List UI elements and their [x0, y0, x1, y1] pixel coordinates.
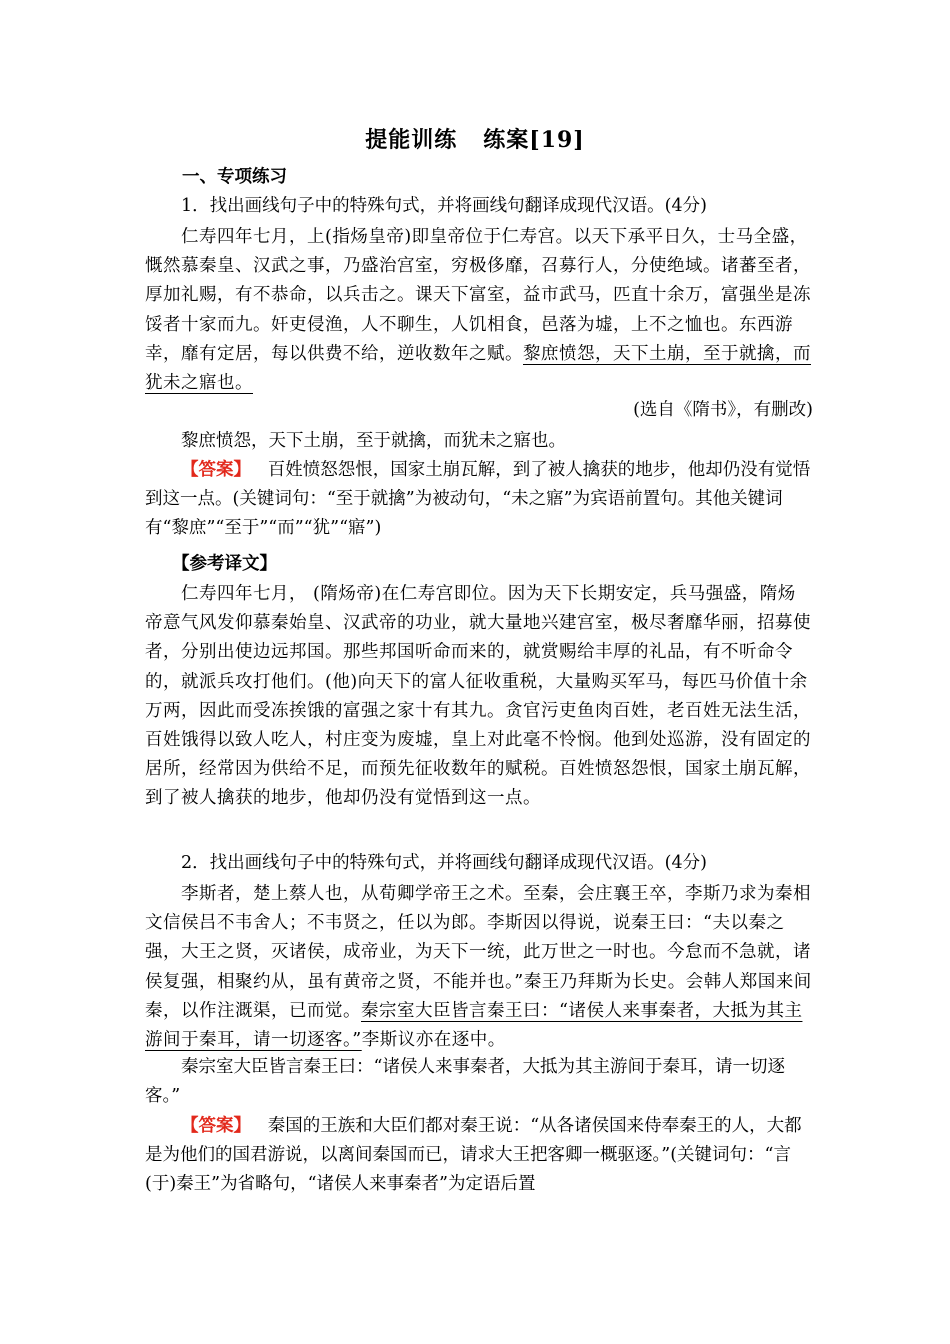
answer-label: 【答案】	[181, 460, 251, 480]
answer-label: 【答案】	[181, 1116, 251, 1136]
q1-source: (选自《隋书》，有删改)	[633, 400, 813, 420]
q2-answer	[145, 1112, 813, 1200]
q2-underlined-sentence: 秦宗室大臣皆言秦王曰：“诸侯人来事秦者，大抵为其主游间于秦耳，请一切逐客。”	[145, 1000, 803, 1051]
q1-passage-text: 仁寿四年七月，上(指炀皇帝)即皇帝位于仁寿宫。以天下承平日久，士马全盛，慨然慕秦皇、汉武之事，乃盛治宫室，穷极侈靡，召募行人，分使绝域。诸蕃至者，厚加礼赐，有不恭命，以兵击之。课天下富室，益市武马，匹直十余万，富强坐是冻馁者十家而九。奸吏侵渔，人不聊生，人饥相食，邑落为墟，上不之恤也。东西游幸，靡有定居，每以供费不给，逆收数年之赋。	[145, 227, 811, 364]
q1-passage	[145, 223, 813, 398]
q2-sentence: 秦宗室大臣皆言秦王曰：“诸侯人来事秦者，大抵为其主游间于秦耳，请一切逐客。”	[145, 1057, 785, 1107]
q1-prompt: 1．找出画线句子中的特殊句式，并将画线句翻译成现代汉语。(4分)	[181, 196, 707, 216]
section-heading: 一、专项练习	[182, 167, 287, 187]
q1-ref-text: 仁寿四年七月， (隋炀帝)在仁寿宫即位。因为天下长期安定，兵马强盛，隋炀帝意气风发仰慕秦始皇、汉武帝的功业，就大量地兴建宫室，极尽奢靡华丽，招募使者，分别出使边远邦国。那些邦国听命而来的，就赏赐给丰厚的礼品，有不听命令的，就派兵攻打他们。(他)向天下的富人征收重税，大量购买军马，每匹马价值十余万两，因此而受冻挨饿的富强之家十有其九。贪官污吏鱼肉百姓，老百姓无法生活，百姓饿得以致人吃人，村庄变为废墟，皇上对此毫不怜悯。他到处巡游，没有固定的居所，经常因为供给不足，而预先征收数年的赋税。百姓愤怒怨恨，国家土崩瓦解，到了被人擒获的地步，他却仍没有觉悟到这一点。	[145, 584, 811, 809]
q1-answer	[145, 456, 813, 544]
title-right: 练案[19]	[483, 127, 585, 153]
q2-answer-text: 秦国的王族和大臣们都对秦王说：“从各诸侯国来侍奉秦王的人，大都是为他们的国君游说，以离间秦国而已，请求大王把客卿一概驱逐。”(关键词句：“言(于)秦王”为省略句，“诸侯人来事秦者”为定语后置	[145, 1116, 802, 1195]
q1-answer-text: 百姓愤怒怨恨，国家土崩瓦解，到了被人擒获的地步，他却仍没有觉悟到这一点。(关键词句：“至于就擒”为被动句，“未之寤”为宾语前置句。其他关键词有“黎庶”“至于”“而”“犹”“寤”)	[145, 460, 811, 539]
q1-underlined-sentence: 黎庶愤怨，天下土崩，至于就擒，而犹未之寤也。	[145, 343, 811, 394]
title-left: 提能训练	[365, 127, 458, 153]
q2-passage	[145, 880, 813, 1055]
page-title	[0, 123, 950, 154]
q2-prompt: 2．找出画线句子中的特殊句式，并将画线句翻译成现代汉语。(4分)	[181, 853, 707, 873]
q2-passage-text: 李斯者，楚上蔡人也，从荀卿学帝王之术。至秦，会庄襄王卒，李斯乃求为秦相文信侯吕不韦舍人；不韦贤之，任以为郎。李斯因以得说，说秦王曰：“夫以秦之强，大王之贤，灭诸侯，成帝业，为天下一统，此万世之一时也。今怠而不急就，诸侯复强，相聚约从，虽有黄帝之贤，不能并也。”秦王乃拜斯为长史。会韩人郑国来间秦，以作注溉渠，已而觉。	[145, 884, 812, 1021]
q1-sentence: 黎庶愤怨，天下土崩，至于就擒，而犹未之寤也。	[181, 431, 566, 451]
q1-ref-label: 【参考译文】	[172, 554, 277, 574]
q2-passage-tail: 李斯议亦在逐中。	[361, 1030, 506, 1051]
